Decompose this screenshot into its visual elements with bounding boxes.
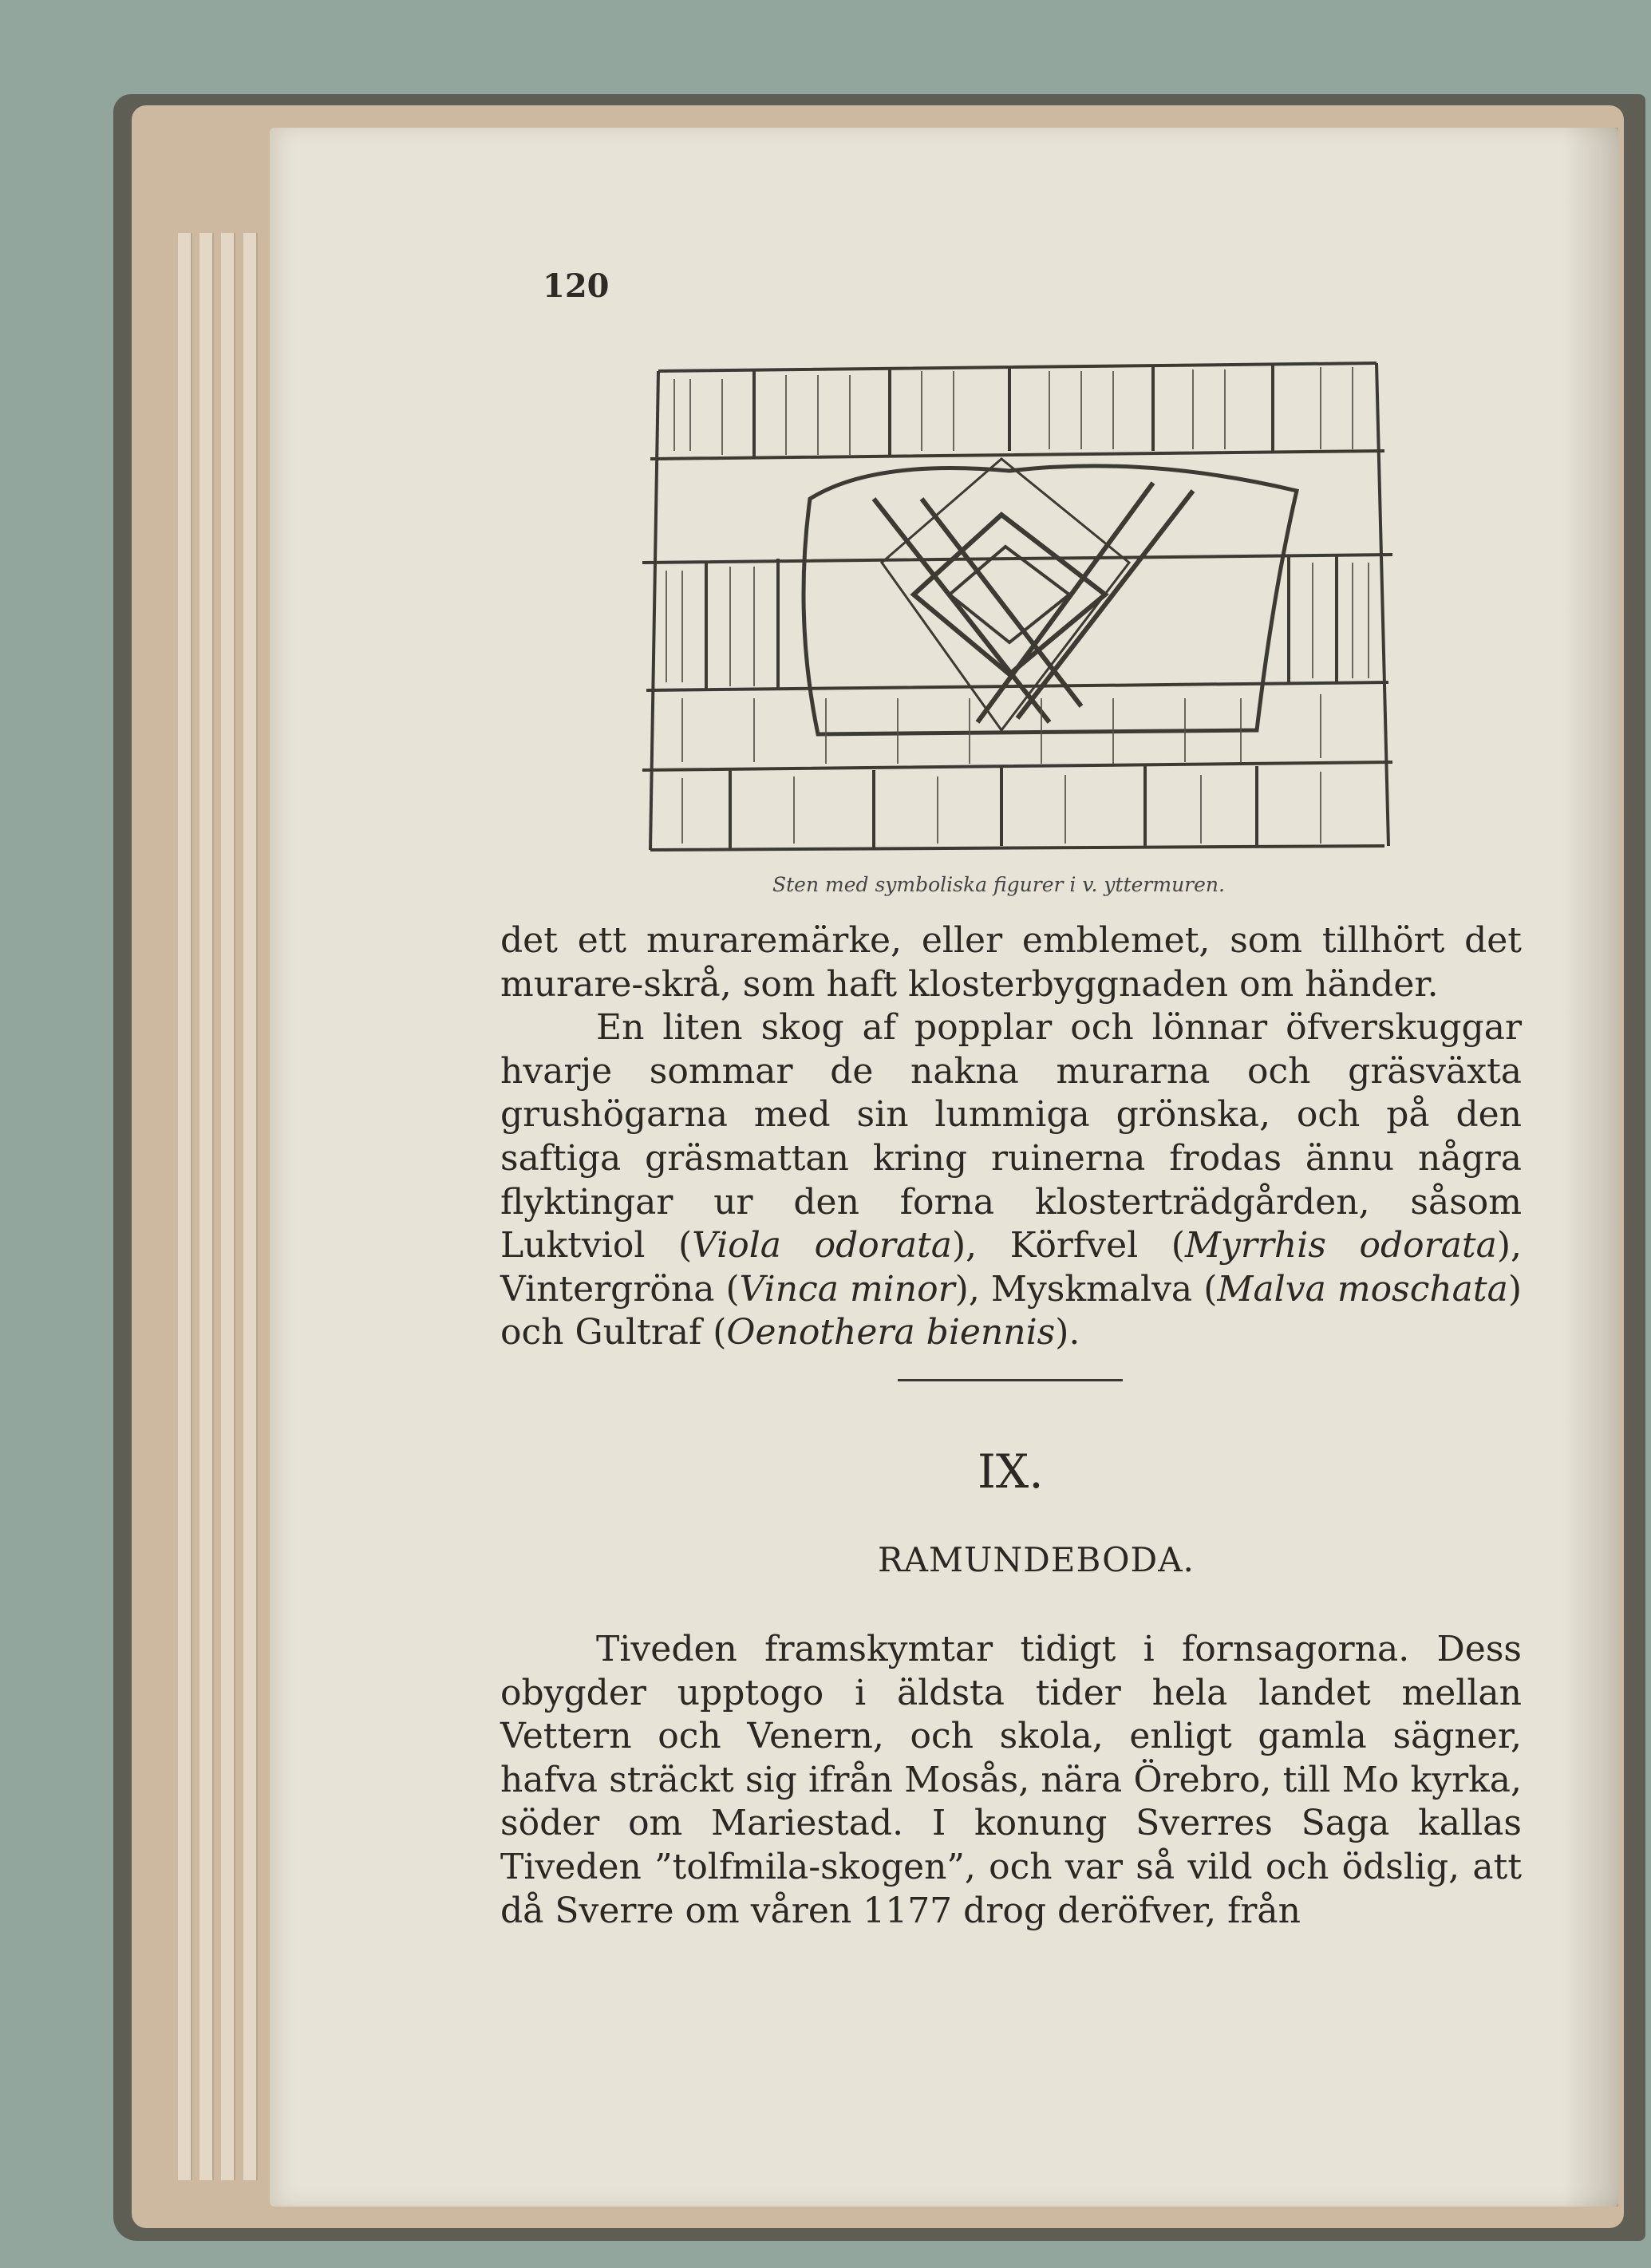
text-run: En liten skog af popplar och lönnar öfverskuggar hvarje sommar de nakna murarna och gräsväxta grushögarna med sin lummiga grönska, och på den saftiga gräsmattan kring ruinerna frodas ännu några flyktingar ur den forna klosterträdgården, såsom Luktviol ( bbox=[500, 1007, 1522, 1266]
body-text-block-1 bbox=[500, 919, 1522, 1355]
figure-caption: Sten med symboliska figurer i v. yttermuren. bbox=[772, 873, 1225, 896]
text-run: ), Myskmalva ( bbox=[954, 1268, 1218, 1310]
spine-shadow bbox=[1562, 128, 1618, 2207]
section-divider bbox=[898, 1379, 1123, 1381]
latin-name: Oenothera biennis bbox=[726, 1312, 1056, 1353]
page-edge bbox=[221, 233, 235, 2180]
page-number: 120 bbox=[543, 267, 610, 305]
chapter-number: IX. bbox=[978, 1444, 1044, 1499]
paragraph bbox=[500, 1006, 1522, 1355]
text-run: ), Vintergröna ( bbox=[500, 1225, 1523, 1310]
page-edge bbox=[199, 233, 214, 2180]
page-edge bbox=[178, 233, 192, 2180]
latin-name: Myrrhis odorata bbox=[1184, 1225, 1497, 1266]
text-run: ) och Gultraf ( bbox=[500, 1268, 1522, 1353]
chapter-title: RAMUNDEBODA. bbox=[878, 1540, 1195, 1579]
text-run: ), Körfvel ( bbox=[951, 1225, 1185, 1266]
latin-name: Vinca minor bbox=[739, 1268, 955, 1310]
page-edge bbox=[243, 233, 258, 2180]
latin-name: Viola odorata bbox=[692, 1225, 952, 1266]
body-text-block-2 bbox=[500, 1628, 1522, 1933]
paragraph: det ett muraremärke, eller emblemet, som tillhört det murare-skrå, som haft klosterbyggnaden om händer. bbox=[500, 920, 1522, 1005]
stone-illustration bbox=[634, 355, 1396, 866]
paragraph: Tiveden framskymtar tidigt i fornsagorna. Dess obygder upptogo i äldsta tider hela landet mellan Vettern och Venern, och skola, enligt gamla sägner, hafva sträckt sig ifrån Mosås, nära Örebro, till Mo kyrka, söder om Mariestad. I konung Sverres Saga kallas Tiveden ”tolfmila-skogen”, och var så vild och ödslig, att då Sverre om våren 1177 drog deröfver, från bbox=[500, 1629, 1522, 1931]
latin-name: Malva moschata bbox=[1217, 1268, 1508, 1310]
text-run: ). bbox=[1055, 1312, 1080, 1353]
